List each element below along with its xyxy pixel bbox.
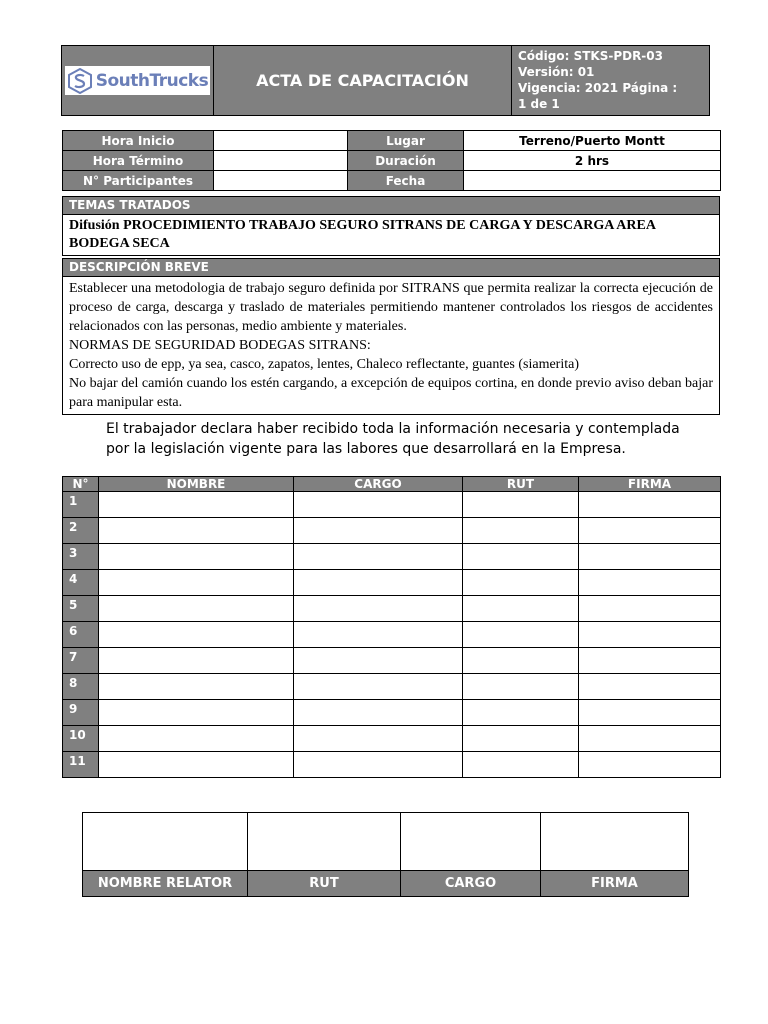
descripcion-section <box>62 258 720 415</box>
document-title: ACTA DE CAPACITACIÓN <box>214 46 512 116</box>
logo-text: SouthTrucks <box>95 70 209 91</box>
nombre-cell[interactable] <box>99 518 294 544</box>
row-number: 7 <box>63 648 99 674</box>
row-number: 4 <box>63 570 99 596</box>
hora-termino-label: Hora Término <box>63 151 214 171</box>
relator-cargo-field[interactable] <box>401 813 541 871</box>
firma-cell[interactable] <box>579 570 721 596</box>
relator-nombre-field[interactable] <box>83 813 248 871</box>
temas-text: Difusión PROCEDIMIENTO TRABAJO SEGURO SITRANS DE CARGA Y DESCARGA AREA BODEGA SECA <box>63 215 720 256</box>
logo <box>62 66 213 95</box>
document-header <box>61 45 710 116</box>
row-number: 6 <box>63 622 99 648</box>
participants-table <box>62 476 721 778</box>
col-header-numero: N° <box>63 477 99 492</box>
relator-firma-field[interactable] <box>541 813 689 871</box>
firma-cell[interactable] <box>579 752 721 778</box>
hora-termino-field[interactable] <box>214 151 348 171</box>
firma-cell[interactable] <box>579 492 721 518</box>
cargo-cell[interactable] <box>294 570 463 596</box>
participantes-field[interactable] <box>214 171 348 191</box>
row-number: 1 <box>63 492 99 518</box>
firma-cell[interactable] <box>579 544 721 570</box>
table-row <box>63 752 721 778</box>
row-number: 2 <box>63 518 99 544</box>
descripcion-body <box>63 277 720 415</box>
participants-header-row <box>63 477 721 492</box>
firma-cell[interactable] <box>579 518 721 544</box>
cargo-cell[interactable] <box>294 700 463 726</box>
cargo-cell[interactable] <box>294 752 463 778</box>
declaration-line: El trabajador declara haber recibido toda la información necesaria y contemplada <box>106 421 680 437</box>
table-row <box>63 622 721 648</box>
rut-cell[interactable] <box>463 674 579 700</box>
version: Versión: 01 <box>518 65 595 79</box>
pagina: 1 de 1 <box>518 97 560 111</box>
cargo-cell[interactable] <box>294 622 463 648</box>
document-code-block <box>512 46 710 116</box>
cargo-cell[interactable] <box>294 726 463 752</box>
firma-cell[interactable] <box>579 674 721 700</box>
logo-cell <box>62 46 214 116</box>
table-row <box>63 596 721 622</box>
firma-cell[interactable] <box>579 648 721 674</box>
nombre-cell[interactable] <box>99 700 294 726</box>
declaration-line: por la legislación vigente para las labores que desarrollará en la Empresa. <box>106 441 626 457</box>
table-row <box>63 492 721 518</box>
table-row <box>63 544 721 570</box>
firma-cell[interactable] <box>579 622 721 648</box>
cargo-cell[interactable] <box>294 648 463 674</box>
cargo-cell[interactable] <box>294 518 463 544</box>
row-number: 9 <box>63 700 99 726</box>
row-number: 11 <box>63 752 99 778</box>
cargo-cell[interactable] <box>294 492 463 518</box>
rut-cell[interactable] <box>463 648 579 674</box>
hora-inicio-field[interactable] <box>214 131 348 151</box>
nombre-cell[interactable] <box>99 648 294 674</box>
fecha-field[interactable] <box>464 171 721 191</box>
nombre-cell[interactable] <box>99 492 294 518</box>
rut-cell[interactable] <box>463 726 579 752</box>
cargo-cell[interactable] <box>294 596 463 622</box>
firma-cell[interactable] <box>579 596 721 622</box>
rut-cell[interactable] <box>463 518 579 544</box>
rut-cell[interactable] <box>463 544 579 570</box>
table-row <box>63 700 721 726</box>
descripcion-paragraph: Establecer una metodologia de trabajo seguro definida por SITRANS que permita realizar la correcta ejecución de proceso de carga, descarga y traslado de materiales permitiendo mantener controlados los riesgos de accidentes relacionados con las personas, medio ambiente y materiales. <box>69 281 713 334</box>
descripcion-title: DESCRIPCIÓN BREVE <box>63 259 720 277</box>
codigo: Código: STKS-PDR-03 <box>518 49 663 63</box>
info-table <box>62 130 721 191</box>
nombre-cell[interactable] <box>99 544 294 570</box>
col-header-firma: FIRMA <box>579 477 721 492</box>
relator-rut-label: RUT <box>248 871 401 897</box>
table-row <box>63 570 721 596</box>
rut-cell[interactable] <box>463 700 579 726</box>
relator-cargo-label: CARGO <box>401 871 541 897</box>
row-number: 10 <box>63 726 99 752</box>
relator-rut-field[interactable] <box>248 813 401 871</box>
relator-nombre-label: NOMBRE RELATOR <box>83 871 248 897</box>
cargo-cell[interactable] <box>294 674 463 700</box>
table-row <box>63 518 721 544</box>
nombre-cell[interactable] <box>99 570 294 596</box>
col-header-cargo: CARGO <box>294 477 463 492</box>
rut-cell[interactable] <box>463 570 579 596</box>
rut-cell[interactable] <box>463 622 579 648</box>
nombre-cell[interactable] <box>99 596 294 622</box>
duracion-field[interactable]: 2 hrs <box>464 151 721 171</box>
cargo-cell[interactable] <box>294 544 463 570</box>
normas-heading: NORMAS DE SEGURIDAD BODEGAS SITRANS: <box>69 338 371 353</box>
lugar-label: Lugar <box>348 131 464 151</box>
fecha-label: Fecha <box>348 171 464 191</box>
normas-item: No bajar del camión cuando los estén cargando, a excepción de equipos cortina, en donde previo aviso deban bajar para manipular esta. <box>69 376 713 410</box>
nombre-cell[interactable] <box>99 674 294 700</box>
temas-section <box>62 196 720 256</box>
firma-cell[interactable] <box>579 726 721 752</box>
nombre-cell[interactable] <box>99 622 294 648</box>
participantes-label: N° Participantes <box>63 171 214 191</box>
vigencia: Vigencia: 2021 Página : <box>518 81 678 95</box>
firma-cell[interactable] <box>579 700 721 726</box>
relator-firma-label: FIRMA <box>541 871 689 897</box>
southtrucks-logo-icon <box>67 68 93 94</box>
lugar-field[interactable]: Terreno/Puerto Montt <box>464 131 721 151</box>
rut-cell[interactable] <box>463 492 579 518</box>
normas-item: Correcto uso de epp, ya sea, casco, zapatos, lentes, Chaleco reflectante, guantes (siamerita) <box>69 357 580 372</box>
duracion-label: Duración <box>348 151 464 171</box>
rut-cell[interactable] <box>463 596 579 622</box>
row-number: 8 <box>63 674 99 700</box>
col-header-rut: RUT <box>463 477 579 492</box>
table-row <box>63 674 721 700</box>
row-number: 5 <box>63 596 99 622</box>
temas-title: TEMAS TRATADOS <box>63 197 720 215</box>
row-number: 3 <box>63 544 99 570</box>
table-row <box>63 726 721 752</box>
col-header-nombre: NOMBRE <box>99 477 294 492</box>
nombre-cell[interactable] <box>99 726 294 752</box>
declaration-text <box>106 419 706 459</box>
nombre-cell[interactable] <box>99 752 294 778</box>
table-row <box>63 648 721 674</box>
relator-table <box>82 812 689 897</box>
hora-inicio-label: Hora Inicio <box>63 131 214 151</box>
rut-cell[interactable] <box>463 752 579 778</box>
